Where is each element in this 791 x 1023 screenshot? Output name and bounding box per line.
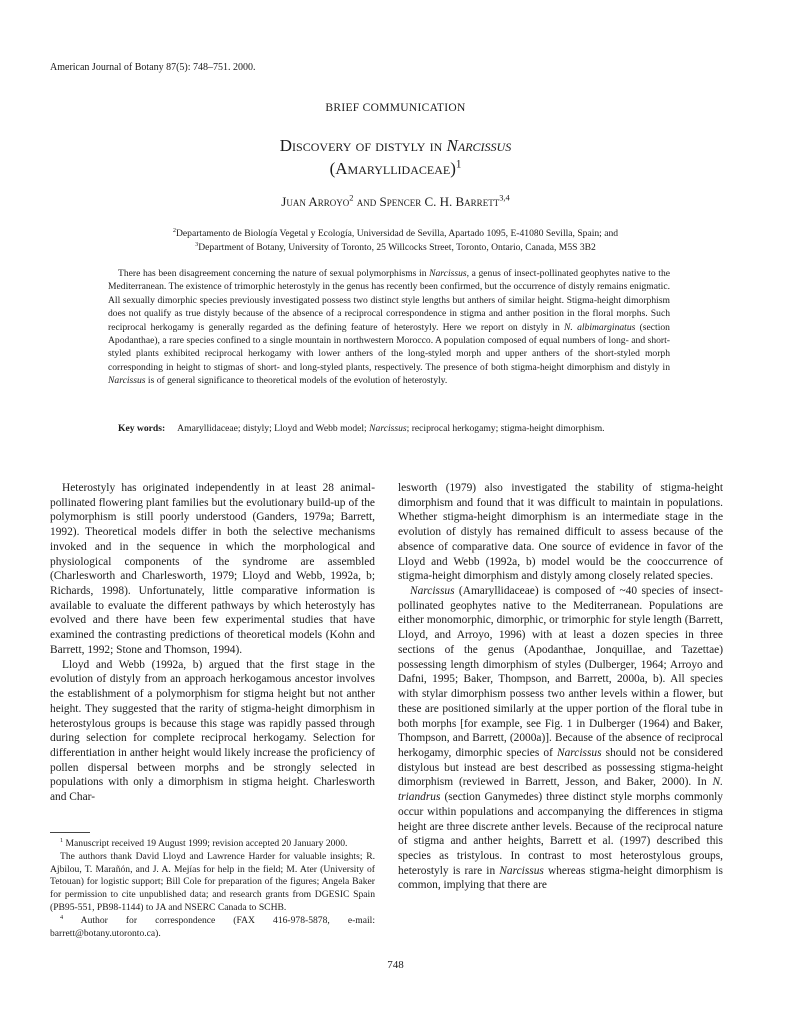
body-text: should not be considered distylous but instead are best described as possessing stigma-height dimorphism (reviewed in Barrett, Jesson, and Baker, 2000). In: [398, 746, 723, 789]
footnote-4-mark: 4: [60, 913, 64, 921]
title-part1: Discovery of distyly in: [279, 136, 447, 155]
author-2-mark: 3,4: [499, 192, 510, 203]
body-paragraph: Lloyd and Webb (1992a, b) argued that the first stage in the evolution of distyly from an approach herkogamous ancestor involves the establishment of a polymorphism for stigma height but not anther height. They suggested that the rarity of stigma-height dimorphism in heterostylous groups is because this stage was rapidly passed through during selection for complete reciprocal herkogamy. Selection for differentiation in anther height would likely increase the proficiency of pollen dispersal between morphs and be strongly selected in populations with only a dimorphism in stigma height. Charlesworth and Char-: [50, 658, 375, 804]
footnote-1-mark: 1: [60, 836, 64, 844]
body-paragraph: Heterostyly has originated independently in at least 28 animal-pollinated flowering plant families but the evolutionary build-up of the polymorphism is still poorly understood (Ganders, 1979a; Barrett, 1992). Theoretical models differ in both the selective mechanisms invoked and in the sequence in which the morphological and physiological components of the syndrome are assembled (Charlesworth and Charlesworth, 1979; Lloyd and Webb, 1992a, b; Richards, 1998). Unfortunately, little comparative information is available to evaluate the different pathways by which heterostyly has evolved and there have been few experimental studies that have examined the contrasting predictions of theoretical models (Kohn and Barrett, 1992; Stone and Thomson, 1994).: [50, 482, 375, 656]
author-1: Juan Arroyo: [281, 194, 350, 209]
affiliation-mark-2: 2: [172, 226, 176, 234]
affiliation-toronto-text: Department of Botany, University of Toronto, 25 Willcocks Street, Toronto, Ontario, Canada, M5S 3B2: [198, 242, 596, 253]
body-text: whereas stigma-height dimorphism is common, implying that there are: [398, 864, 723, 892]
footnotes: [50, 838, 375, 940]
author-line: [0, 194, 791, 210]
genus-name: Narcissus: [557, 746, 602, 759]
affiliation-sevilla-text: Departamento de Biología Vegetal y Ecología, Universidad de Sevilla, Apartado 1095, E-41080 Sevilla, Spain; and: [176, 228, 619, 239]
section-label: BRIEF COMMUNICATION: [325, 102, 466, 114]
article-title: [0, 134, 791, 180]
body-column-right: [398, 481, 723, 893]
body-paragraph: [398, 584, 723, 893]
title-part2: (Amaryllidaceae): [329, 159, 456, 178]
abstract: [108, 267, 670, 388]
footnote-acknowledgements: The authors thank David Lloyd and Lawrence Harder for valuable insights; R. Ajbilou, T. Marañón, and J. A. Mejías for help in the field; M. Ater (University of Tetouan) for logistic support; Bill Cole for preparation of the figures; Angela Baker for permission to cite unpublished data; and research grants from DGESIC Spain (PB95-551, PB98-1144) to JA and NSERC Canada to SCHB.: [50, 850, 375, 913]
footnote-1-text: Manuscript received 19 August 1999; revision accepted 20 January 2000.: [63, 838, 348, 849]
author-conjunction: and: [353, 194, 380, 209]
body-text: (Amaryllidaceae) is composed of ~40 species of insect-pollinated geophytes native to the Mediterranean. Populations are either monomorphic, dimorphic, or trimorphic for style length (Barrett, Lloyd, and Arroyo, 1996) with at least a dozen species in three sections of the genus (Apodanthae, Jonquillae, and Tazettae) possessing length dimorphism of styles (Dulberger, 1964; Arroyo and Dafni, 1995; Baker, Thompson, and Barrett, 2000a, b). All species with stylar dimorphism possess two anther levels within a flower, but these are positioned similarly at the upper portion of the floral tube in both morphs [for example, see Fig. 1 in Dulberger (1964) and Baker, Thompson, and Barrett, (2000a)]. Because of the absence of reciprocal herkogamy, dimorphic species of: [398, 585, 723, 759]
abstract-text-2: a genus of insect-pollinated geophytes native to the Mediterranean. The existence of trimorphic heterostyly in the genus has recently been confirmed, but the occurrence of distyly remains enigmatic. All sexually dimorphic species previously investigated possess two distinct style lengths but anthers of similar height. Stigma-height dimorphism does not qualify as true distyly because of the absence of a reciprocal correspondence in stigma and anther position in the floral morphs. Such reciprocal herkogamy is generally regarded as the defining feature of heterostyly. Here we report on distyly in: [108, 268, 670, 333]
abstract-text-4: is of general significance to theoretical models of the evolution of heterostyly.: [145, 375, 448, 387]
abstract-genus-2: Narcissus: [108, 375, 146, 387]
abstract-genus-1: Narcissus,: [429, 268, 470, 279]
footnote-4: [50, 915, 375, 941]
affiliation-toronto: [0, 241, 791, 255]
body-column-left: [50, 481, 375, 805]
author-1-mark: 2: [349, 192, 354, 203]
keywords-text-2: ; reciprocal herkogamy; stigma-height dimorphism.: [406, 423, 605, 434]
abstract-text-3: (section Apodanthae), a rare species confined to a single mountain in northwestern Morocco. A population composed of equal numbers of long- and short-styled plants exhibited reciprocal herkogamy with lower anthers of the long-styled morph and upper anthers of the short-styled morph corresponding in height to stigmas of short- and long-styled plants, respectively. The presence of both stigma-height dimorphism and distyly in: [108, 321, 670, 373]
affiliation-mark-3: 3: [195, 240, 199, 248]
keywords: [108, 422, 670, 435]
author-2: Spencer C. H. Barrett: [379, 194, 500, 209]
footnote-1: [50, 838, 375, 851]
body-paragraph: lesworth (1979) also investigated the stability of stigma-height dimorphism and found that it was difficult to maintain in populations. Whether stigma-height dimorphism is an intermediate stage in the evolution of distyly has remained difficult to assess because of the absence of comparative data. One source of evidence in favor of the Lloyd and Webb (1992a, b) model would be the cooccurrence of stigma-height dimorphism and distyly among closely related species.: [398, 482, 723, 583]
keywords-genus: Narcissus: [369, 423, 407, 434]
page-number: 748: [387, 959, 404, 971]
footnote-4-text: Author for correspondence (FAX 416-978-5878, e-mail: barrett@botany.utoronto.ca).: [50, 914, 375, 939]
journal-citation: American Journal of Botany 87(5): 748–751. 2000.: [50, 62, 256, 73]
keywords-label: Key words:: [118, 423, 166, 434]
title-genus: Narcissus: [446, 136, 512, 155]
abstract-species: N. albimarginatus: [564, 321, 636, 333]
affiliations: [0, 227, 791, 255]
species-name: N. triandrus: [398, 776, 723, 804]
keywords-text-1: Amaryllidaceae; distyly; Lloyd and Webb model;: [177, 423, 370, 434]
body-text: (section Ganymedes) three distinct style morphs commonly occur within populations and accompanying the differences in stigma height are three discrete anther levels. Because of the reciprocal nature of stigma and anther heights, Barrett et al. (1997) described this species as tristylous. In contrast to most heterostylous groups, heterostyly is rare in: [398, 791, 723, 877]
genus-name: Narcissus: [499, 864, 544, 877]
abstract-text-1: There has been disagreement concerning the nature of sexual polymorphisms in: [118, 268, 430, 279]
genus-name: Narcissus: [410, 585, 455, 598]
footnote-divider: [50, 832, 90, 833]
affiliation-sevilla: [0, 227, 791, 241]
title-footnote-mark: 1: [455, 158, 462, 171]
